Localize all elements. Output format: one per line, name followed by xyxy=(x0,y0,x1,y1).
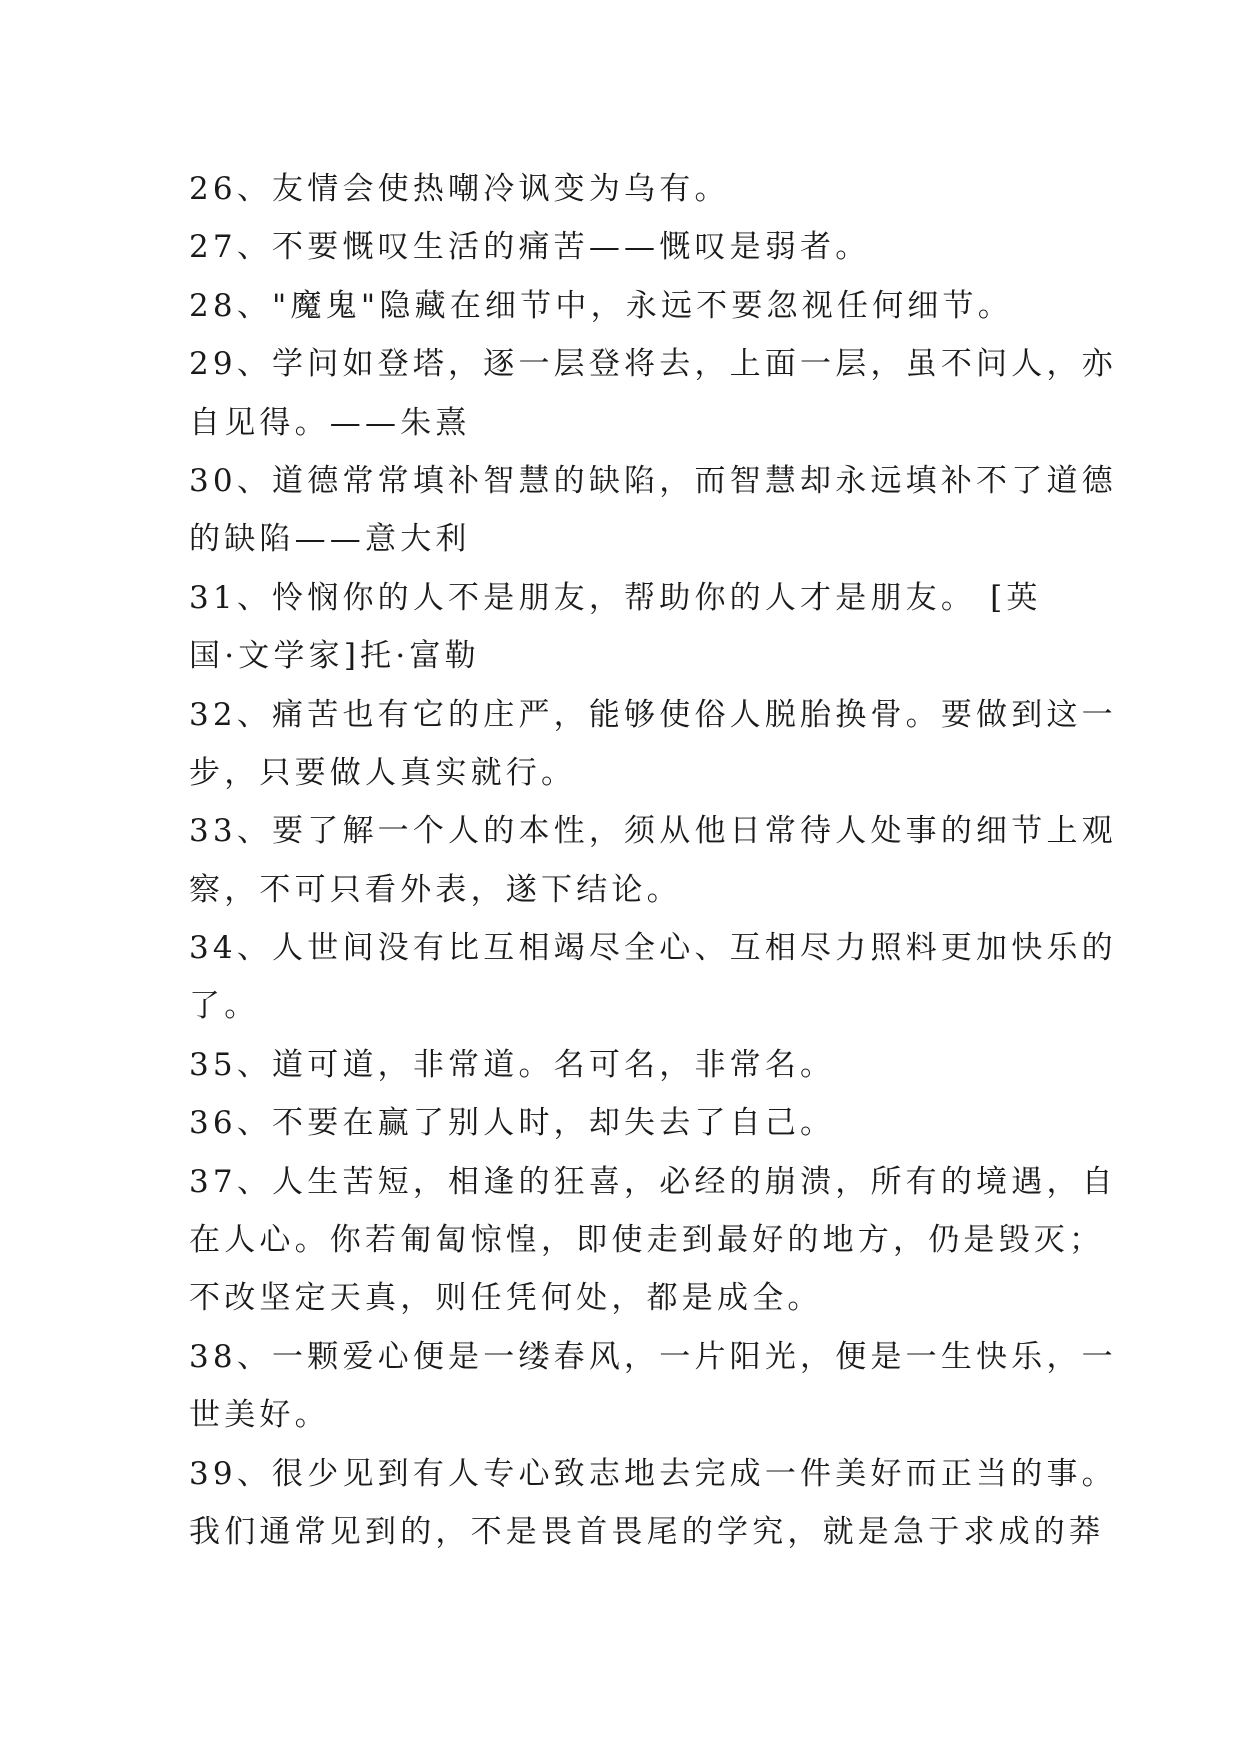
text-line: 的缺陷——意大利 xyxy=(189,521,471,558)
text-line: 36、不要在赢了别人时，却失去了自己。 xyxy=(189,1105,836,1142)
text-line: 27、不要慨叹生活的痛苦——慨叹是弱者。 xyxy=(189,229,871,266)
text-line: 国·文学家]托·富勒 xyxy=(189,638,480,675)
text-line: 35、道可道，非常道。名可名，非常名。 xyxy=(189,1046,836,1083)
text-line: 39、很少见到有人专心致志地去完成一件美好而正当的事。 xyxy=(189,1455,1117,1492)
text-line: 我们通常见到的，不是畏首畏尾的学究，就是急于求成的莽 xyxy=(189,1513,1105,1550)
text-line: 30、道德常常填补智慧的缺陷，而智慧却永远填补不了道德 xyxy=(189,462,1117,499)
text-line: 34、人世间没有比互相竭尽全心、互相尽力照料更加快乐的 xyxy=(189,930,1117,967)
text-line: 察，不可只看外表，遂下结论。 xyxy=(189,871,682,908)
text-line: 世美好。 xyxy=(189,1397,330,1434)
text-line: 31、怜悯你的人不是朋友，帮助你的人才是朋友。 [英 xyxy=(189,579,1042,616)
text-line: 了。 xyxy=(189,988,260,1025)
text-line: 自见得。——朱熹 xyxy=(189,404,471,441)
text-line: 32、痛苦也有它的庄严，能够使俗人脱胎换骨。要做到这一 xyxy=(189,696,1117,733)
text-line: 在人心。你若匍匐惊惶，即使走到最好的地方，仍是毁灭； xyxy=(189,1222,1105,1259)
text-line: 28、"魔鬼"隐藏在细节中，永远不要忽视任何细节。 xyxy=(189,287,1013,324)
quote-list xyxy=(189,160,1117,1561)
text-line: 步，只要做人真实就行。 xyxy=(189,754,577,791)
text-line: 38、一颗爱心便是一缕春风，一片阳光，便是一生快乐，一 xyxy=(189,1338,1117,1375)
text-line: 37、人生苦短，相逢的狂喜，必经的崩溃，所有的境遇，自 xyxy=(189,1163,1117,1200)
text-line: 29、学问如登塔，逐一层登将去，上面一层，虽不问人，亦 xyxy=(189,346,1117,383)
text-line: 不改坚定天真，则任凭何处，都是成全。 xyxy=(189,1280,823,1317)
text-line: 33、要了解一个人的本性，须从他日常待人处事的细节上观 xyxy=(189,813,1117,850)
text-line: 26、友情会使热嘲冷讽变为乌有。 xyxy=(189,171,730,207)
